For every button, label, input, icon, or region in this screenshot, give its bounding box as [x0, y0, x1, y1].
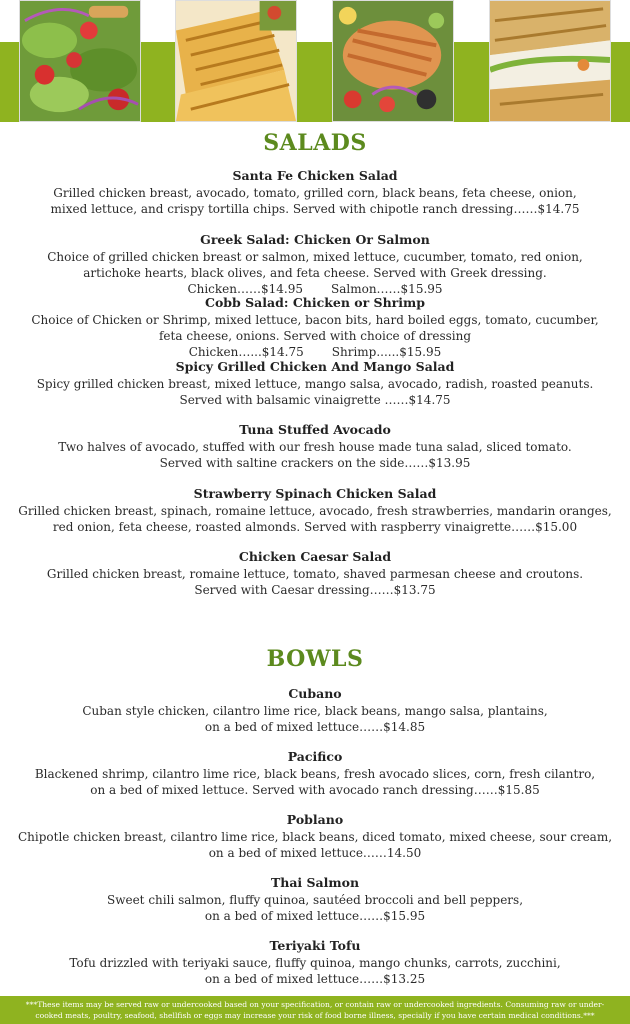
price-option: Chicken…...$14.75 [188, 345, 304, 359]
item-name: Poblano [286, 812, 344, 827]
salads-list [0, 168, 630, 613]
item-description [0, 766, 630, 798]
item-description [0, 955, 630, 987]
item-name: Chicken Caesar Salad [238, 549, 392, 564]
item-description [0, 703, 630, 735]
description-line: Served with saltine crackers on the side……$13.95 [159, 456, 471, 470]
item-name: Teriyaki Tofu [269, 938, 361, 953]
menu-item [0, 422, 630, 486]
item-name: Thai Salmon [270, 875, 360, 890]
item-description [0, 566, 630, 598]
description-line: on a bed of mixed lettuce……14.50 [208, 846, 422, 860]
description-line: Sweet chili salmon, fluffy quinoa, sautéed broccoli and bell peppers, [106, 893, 524, 907]
description-line: on a bed of mixed lettuce……$15.95 [204, 909, 426, 923]
item-description [0, 503, 630, 535]
item-description [0, 249, 630, 297]
item-name: Greek Salad: Chicken Or Salmon [200, 231, 430, 247]
description-line: Spicy grilled chicken breast, mixed lettuce, mango salsa, avocado, radish, roasted peanuts. [36, 376, 594, 391]
menu-item [0, 812, 630, 875]
menu-item [0, 938, 630, 1001]
item-description [0, 312, 630, 360]
menu-item [0, 749, 630, 812]
description-line: Choice of grilled chicken breast or salmon, mixed lettuce, cucumber, tomato, red onion, [47, 249, 583, 264]
description-line: Blackened shrimp, cilantro lime rice, black beans, fresh avocado slices, corn, fresh cilantro, [34, 767, 596, 781]
description-line: Grilled chicken breast, avocado, tomato, grilled corn, black beans, feta cheese, onion, [53, 186, 577, 200]
item-description [0, 376, 630, 408]
description-line: mixed lettuce, and crispy tortilla chips. Served with chipotle ranch dressing……$14.75 [50, 202, 580, 216]
price-option: Chicken……$14.95 [187, 281, 303, 296]
item-description [0, 185, 630, 217]
description-line: on a bed of mixed lettuce……$13.25 [204, 972, 426, 986]
panini-photo-icon [175, 0, 297, 122]
description-line: Cuban style chicken, cilantro lime rice, black beans, mango salsa, plantains, [82, 704, 548, 718]
description-line: Served with Caesar dressing……$13.75 [194, 583, 436, 597]
description-line: Tofu drizzled with teriyaki sauce, fluffy quinoa, mango chunks, carrots, zucchini, [69, 956, 561, 970]
menu-item [0, 295, 630, 359]
item-name: Strawberry Spinach Chicken Salad [193, 485, 437, 501]
item-name: Tuna Stuffed Avocado [239, 422, 391, 437]
description-line: on a bed of mixed lettuce……$14.85 [204, 720, 426, 734]
food-safety-disclaimer [0, 996, 630, 1024]
salads-heading: SALADS [263, 130, 367, 156]
description-line: Two halves of avocado, stuffed with our fresh house made tuna salad, sliced tomato. [58, 440, 572, 454]
description-line: Chipotle chicken breast, cilantro lime rice, black beans, diced tomato, mixed cheese, sour cream, [17, 830, 613, 844]
description-line: Grilled chicken breast, romaine lettuce, tomato, shaved parmesan cheese and croutons. [46, 567, 584, 581]
grilled-chicken-salad-photo-icon [332, 0, 454, 122]
price-option: Shrimp......$15.95 [331, 345, 442, 359]
menu-item [0, 168, 630, 232]
menu-item [0, 359, 630, 423]
item-description [0, 892, 630, 924]
item-name: Cobb Salad: Chicken or Shrimp [205, 295, 425, 310]
item-name: Pacifico [287, 749, 343, 764]
description-line: on a bed of mixed lettuce. Served with avocado ranch dressing……$15.85 [90, 783, 540, 797]
description-line: Served with balsamic vinaigrette ……$14.75 [179, 392, 451, 407]
menu-item [0, 232, 630, 296]
salad-photo-icon [19, 0, 141, 122]
item-name: Santa Fe Chicken Salad [232, 168, 398, 183]
bowls-list [0, 686, 630, 1001]
menu-item [0, 875, 630, 938]
sandwich-photo-icon [489, 0, 611, 122]
price-option: Salmon……$15.95 [331, 281, 443, 296]
bowls-heading: BOWLS [266, 646, 364, 672]
description-line: Choice of Chicken or Shrimp, mixed lettuce, bacon bits, hard boiled eggs, tomato, cucumber, [31, 313, 599, 327]
menu-item [0, 549, 630, 613]
item-name: Cubano [288, 686, 342, 701]
item-description [0, 439, 630, 471]
menu-item [0, 486, 630, 550]
item-name: Spicy Grilled Chicken And Mango Salad [175, 358, 455, 374]
description-line: feta cheese, onions. Served with choice of dressing [158, 329, 472, 343]
menu-item [0, 686, 630, 749]
disclaimer-line: ***These items may be served raw or undercooked based on your specification, or contain raw or undercooked ingredients. Consuming raw or under- [25, 1000, 605, 1009]
disclaimer-line: cooked meats, poultry, seafood, shellfish or eggs may increase your risk of food borne illness, specially if you have certain medical conditions.*** [35, 1011, 595, 1020]
description-line: artichoke hearts, black olives, and feta cheese. Served with Greek dressing. [83, 265, 547, 280]
description-line: Grilled chicken breast, spinach, romaine lettuce, avocado, fresh strawberries, mandarin oranges, [18, 503, 612, 518]
description-line: red onion, feta cheese, roasted almonds. Served with raspberry vinaigrette……$15.00 [52, 519, 578, 534]
item-description [0, 829, 630, 861]
